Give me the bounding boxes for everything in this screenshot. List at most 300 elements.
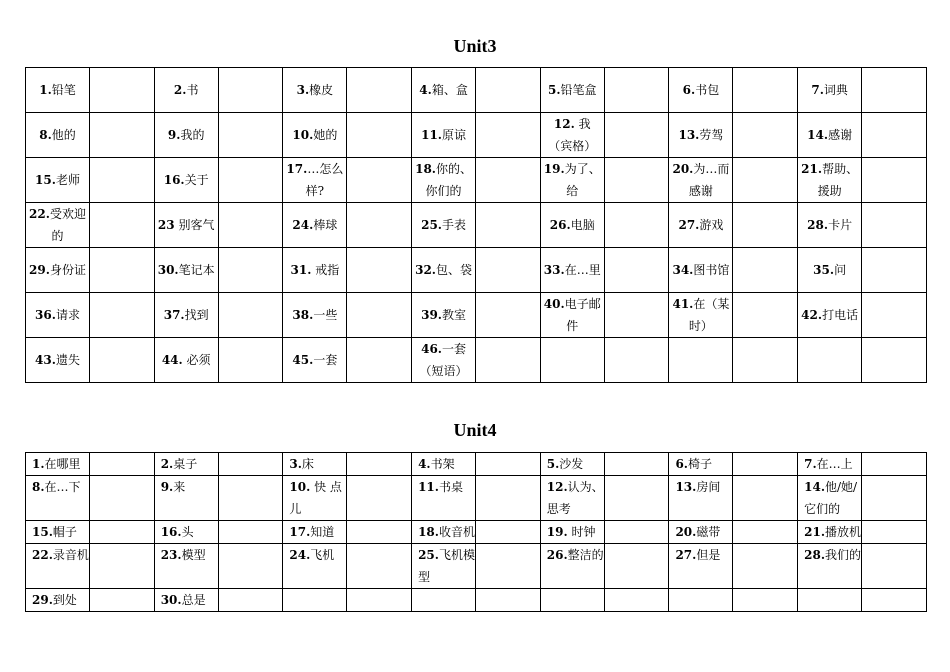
item-meaning: 来 (173, 480, 186, 494)
unit3-vocab-table (25, 67, 927, 383)
item-number: 29. (32, 593, 53, 607)
word-cell (540, 589, 604, 612)
item-number: 24. (292, 218, 314, 232)
table-row (26, 113, 927, 158)
word-cell (283, 589, 347, 612)
word-cell (412, 68, 476, 113)
answer-blank[interactable] (862, 68, 927, 113)
item-number: 2. (160, 457, 174, 471)
item-number: 22. (32, 548, 53, 562)
item-number: 20. (672, 162, 694, 176)
item-number: 19. (546, 525, 568, 539)
item-meaning: 在…里 (564, 263, 601, 277)
item-number: 3. (296, 83, 310, 97)
answer-blank[interactable] (90, 544, 155, 589)
item-meaning: 图书馆 (693, 263, 730, 277)
word-cell (26, 203, 90, 248)
item-meaning: 我的 (180, 128, 205, 142)
table-row (26, 248, 927, 293)
word-cell (540, 476, 604, 521)
word-cell (283, 453, 347, 476)
item-number: 38. (292, 308, 314, 322)
item-number: 8. (39, 128, 52, 142)
item-meaning: 收音机 (438, 525, 475, 539)
word-cell (412, 293, 476, 338)
answer-blank[interactable] (476, 68, 541, 113)
item-number: 14. (804, 480, 826, 494)
item-number: 9. (160, 480, 174, 494)
word-cell (154, 113, 218, 158)
item-meaning: 录音机 (52, 548, 89, 562)
item-number: 4. (418, 457, 431, 471)
answer-blank[interactable] (733, 248, 798, 293)
table-row (26, 68, 927, 113)
answer-blank[interactable] (862, 544, 927, 589)
item-meaning: 感谢 (828, 128, 853, 142)
word-cell (26, 521, 90, 544)
answer-blank[interactable] (218, 158, 283, 203)
answer-blank[interactable] (604, 158, 669, 203)
item-meaning: 头 (181, 525, 194, 539)
item-number: 35. (813, 263, 835, 277)
answer-blank[interactable] (90, 521, 155, 544)
table-row (26, 476, 927, 521)
item-meaning: 在哪里 (44, 457, 81, 471)
item-meaning: 他/她/它们的 (804, 480, 858, 516)
word-cell (669, 248, 733, 293)
item-meaning: 电子邮件 (564, 297, 601, 333)
word-cell (669, 203, 733, 248)
answer-blank[interactable] (862, 248, 927, 293)
word-cell (283, 68, 347, 113)
word-cell (26, 589, 90, 612)
word-cell (540, 338, 604, 383)
answer-blank[interactable] (862, 158, 927, 203)
word-cell (154, 68, 218, 113)
answer-blank[interactable] (733, 203, 798, 248)
word-cell (798, 338, 862, 383)
item-number: 15. (32, 525, 53, 539)
item-number: 24. (289, 548, 311, 562)
answer-blank[interactable] (604, 248, 669, 293)
answer-blank[interactable] (476, 476, 541, 521)
item-number: 26. (549, 218, 571, 232)
word-cell (154, 453, 218, 476)
item-number: 41. (672, 297, 694, 311)
item-number: 45. (292, 353, 314, 367)
answer-blank[interactable] (90, 589, 155, 612)
answer-blank[interactable] (604, 338, 669, 383)
item-meaning: 一套（短语） (419, 342, 468, 378)
word-cell (798, 544, 862, 589)
word-cell (154, 293, 218, 338)
answer-blank[interactable] (604, 589, 669, 612)
word-cell (412, 248, 476, 293)
answer-blank[interactable] (476, 338, 541, 383)
answer-blank[interactable] (218, 203, 283, 248)
word-cell (669, 521, 733, 544)
answer-blank[interactable] (347, 544, 412, 589)
word-cell (798, 293, 862, 338)
answer-blank[interactable] (218, 476, 283, 521)
item-meaning: 打电话 (822, 308, 859, 322)
item-number: 11. (421, 128, 442, 142)
word-cell (669, 338, 733, 383)
answer-blank[interactable] (218, 338, 283, 383)
item-number: 4. (419, 83, 432, 97)
word-cell (412, 113, 476, 158)
item-number: 27. (678, 218, 700, 232)
word-cell (283, 476, 347, 521)
word-cell (798, 248, 862, 293)
word-cell (283, 113, 347, 158)
item-meaning: 帽子 (52, 525, 77, 539)
word-cell (26, 453, 90, 476)
answer-blank[interactable] (604, 521, 669, 544)
answer-blank[interactable] (862, 589, 927, 612)
item-meaning: 我们的 (825, 548, 862, 562)
item-meaning: 棒球 (313, 218, 338, 232)
item-meaning: 游戏 (699, 218, 724, 232)
answer-blank[interactable] (604, 113, 669, 158)
answer-blank[interactable] (733, 338, 798, 383)
answer-blank[interactable] (862, 453, 927, 476)
word-cell (540, 544, 604, 589)
item-number: 8. (32, 480, 45, 494)
word-cell (283, 338, 347, 383)
answer-blank[interactable] (476, 158, 541, 203)
item-number: 13. (678, 128, 700, 142)
answer-blank[interactable] (90, 158, 155, 203)
item-meaning: 箱、盒 (431, 83, 468, 97)
item-meaning: 别客气 (174, 218, 215, 232)
word-cell (798, 203, 862, 248)
item-number: 29. (29, 263, 50, 277)
item-meaning: 受欢迎的 (49, 207, 86, 243)
item-meaning: 总是 (181, 593, 206, 607)
item-number: 42. (801, 308, 823, 322)
word-cell (669, 453, 733, 476)
item-number: 25. (421, 218, 442, 232)
word-cell (798, 453, 862, 476)
answer-blank[interactable] (862, 113, 927, 158)
item-meaning: 请求 (55, 308, 80, 322)
item-meaning: 飞机模型 (418, 548, 475, 584)
item-meaning: 戒指 (311, 263, 340, 277)
answer-blank[interactable] (347, 338, 412, 383)
word-cell (669, 589, 733, 612)
table-row (26, 544, 927, 589)
item-number: 21. (804, 525, 826, 539)
item-number: 6. (682, 83, 696, 97)
word-cell (669, 293, 733, 338)
answer-blank[interactable] (218, 589, 283, 612)
item-number: 16. (160, 525, 182, 539)
item-meaning: 原谅 (442, 128, 467, 142)
item-number: 26. (546, 548, 568, 562)
answer-blank[interactable] (90, 476, 155, 521)
item-meaning: 书架 (430, 457, 455, 471)
item-number: 18. (418, 525, 439, 539)
answer-blank[interactable] (218, 248, 283, 293)
item-number: 40. (543, 297, 565, 311)
word-cell (798, 476, 862, 521)
item-number: 9. (167, 128, 181, 142)
item-number: 23. (160, 548, 182, 562)
answer-blank[interactable] (604, 293, 669, 338)
word-cell (669, 68, 733, 113)
item-meaning: 在…上 (816, 457, 853, 471)
answer-blank[interactable] (476, 113, 541, 158)
answer-blank[interactable] (733, 521, 798, 544)
word-cell (798, 113, 862, 158)
word-cell (540, 158, 604, 203)
item-number: 30. (157, 263, 179, 277)
word-cell (412, 338, 476, 383)
word-cell (540, 521, 604, 544)
item-number: 19. (543, 162, 565, 176)
word-cell (540, 203, 604, 248)
item-number: 28. (804, 548, 826, 562)
answer-blank[interactable] (733, 158, 798, 203)
answer-blank[interactable] (90, 113, 155, 158)
item-meaning: 卡片 (828, 218, 853, 232)
answer-blank[interactable] (476, 248, 541, 293)
item-number: 21. (801, 162, 823, 176)
word-cell (283, 158, 347, 203)
item-meaning: 整洁的 (567, 548, 604, 562)
item-meaning: 书 (186, 83, 199, 97)
item-meaning: 词典 (823, 83, 848, 97)
item-number: 1. (32, 457, 45, 471)
item-meaning: 知道 (310, 525, 335, 539)
item-meaning: 手表 (442, 218, 467, 232)
word-cell (154, 589, 218, 612)
answer-blank[interactable] (862, 293, 927, 338)
answer-blank[interactable] (476, 293, 541, 338)
word-cell (669, 158, 733, 203)
table-row (26, 338, 927, 383)
item-meaning: 关于 (184, 173, 209, 187)
item-meaning: 她的 (313, 128, 338, 142)
item-number: 3. (289, 457, 302, 471)
answer-blank[interactable] (733, 293, 798, 338)
table-row (26, 453, 927, 476)
item-meaning: 劳驾 (699, 128, 724, 142)
word-cell (540, 293, 604, 338)
word-cell (283, 544, 347, 589)
word-cell (26, 544, 90, 589)
word-cell (412, 476, 476, 521)
answer-blank[interactable] (476, 521, 541, 544)
answer-blank[interactable] (862, 338, 927, 383)
item-number: 6. (675, 457, 688, 471)
unit4-title: Unit4 (453, 420, 497, 440)
word-cell (26, 476, 90, 521)
answer-blank[interactable] (347, 476, 412, 521)
word-cell (798, 68, 862, 113)
word-cell (540, 453, 604, 476)
word-cell (412, 453, 476, 476)
item-number: 34. (672, 263, 694, 277)
item-number: 43. (35, 353, 56, 367)
answer-blank[interactable] (347, 293, 412, 338)
item-number: 5. (546, 457, 560, 471)
item-meaning: 他的 (51, 128, 76, 142)
word-cell (154, 476, 218, 521)
item-meaning: 为了、给 (564, 162, 601, 198)
item-meaning: 一套 (313, 353, 338, 367)
word-cell (669, 476, 733, 521)
item-meaning: 问 (834, 263, 847, 277)
answer-blank[interactable] (347, 521, 412, 544)
word-cell (540, 68, 604, 113)
item-meaning: 书桌 (438, 480, 463, 494)
item-meaning: 电脑 (570, 218, 595, 232)
item-number: 5. (547, 83, 561, 97)
answer-blank[interactable] (604, 476, 669, 521)
word-cell (669, 113, 733, 158)
item-meaning: 笔记本 (178, 263, 215, 277)
answer-blank[interactable] (604, 453, 669, 476)
item-number: 11. (418, 480, 439, 494)
answer-blank[interactable] (476, 203, 541, 248)
answer-blank[interactable] (347, 158, 412, 203)
item-meaning: 遗失 (55, 353, 80, 367)
item-meaning: 模型 (181, 548, 206, 562)
item-meaning: 在（某时） (688, 297, 730, 333)
item-meaning: 必须 (182, 353, 211, 367)
item-meaning: 包、袋 (436, 263, 473, 277)
item-meaning: 你的、你们的 (425, 162, 473, 198)
word-cell (154, 521, 218, 544)
word-cell (26, 113, 90, 158)
word-cell (154, 248, 218, 293)
item-number: 44. (161, 353, 183, 367)
answer-blank[interactable] (218, 453, 283, 476)
word-cell (540, 113, 604, 158)
item-number: 23 (157, 218, 175, 232)
word-cell (798, 158, 862, 203)
answer-blank[interactable] (218, 521, 283, 544)
answer-blank[interactable] (604, 203, 669, 248)
answer-blank[interactable] (604, 544, 669, 589)
word-cell (412, 521, 476, 544)
item-number: 14. (807, 128, 829, 142)
item-meaning: 为…而感谢 (688, 162, 730, 198)
item-number: 36. (35, 308, 56, 322)
item-number: 28. (807, 218, 829, 232)
word-cell (26, 248, 90, 293)
answer-blank[interactable] (90, 68, 155, 113)
item-meaning: 认为、思考 (546, 480, 604, 516)
item-number: 10. (292, 128, 314, 142)
item-number: 20. (675, 525, 697, 539)
item-meaning: 时钟 (567, 525, 596, 539)
answer-blank[interactable] (604, 68, 669, 113)
item-number: 31. (290, 263, 312, 277)
answer-blank[interactable] (347, 68, 412, 113)
item-meaning: 床 (301, 457, 314, 471)
answer-blank[interactable] (476, 453, 541, 476)
item-meaning: 快 点儿 (289, 480, 342, 516)
answer-blank[interactable] (218, 293, 283, 338)
table-row (26, 521, 927, 544)
item-number: 27. (675, 548, 697, 562)
answer-blank[interactable] (733, 544, 798, 589)
item-number: 16. (163, 173, 185, 187)
word-cell (283, 203, 347, 248)
item-number: 10. (289, 480, 311, 494)
item-meaning: 铅笔 (51, 83, 76, 97)
item-meaning: 老师 (55, 173, 80, 187)
answer-blank[interactable] (347, 113, 412, 158)
answer-blank[interactable] (347, 203, 412, 248)
answer-blank[interactable] (90, 248, 155, 293)
answer-blank[interactable] (733, 68, 798, 113)
answer-blank[interactable] (476, 544, 541, 589)
answer-blank[interactable] (862, 203, 927, 248)
answer-blank[interactable] (347, 589, 412, 612)
answer-blank[interactable] (733, 589, 798, 612)
word-cell (283, 521, 347, 544)
answer-blank[interactable] (218, 68, 283, 113)
word-cell (412, 589, 476, 612)
answer-blank[interactable] (733, 453, 798, 476)
word-cell (412, 203, 476, 248)
word-cell (154, 544, 218, 589)
answer-blank[interactable] (733, 476, 798, 521)
word-cell (26, 158, 90, 203)
item-meaning: 教室 (442, 308, 467, 322)
item-meaning: 书包 (695, 83, 720, 97)
item-meaning: 找到 (184, 308, 209, 322)
answer-blank[interactable] (90, 453, 155, 476)
answer-blank[interactable] (862, 476, 927, 521)
item-number: 12. (553, 117, 575, 131)
item-number: 7. (811, 83, 824, 97)
unit3-title: Unit3 (453, 36, 497, 56)
answer-blank[interactable] (90, 203, 155, 248)
answer-blank[interactable] (347, 248, 412, 293)
answer-blank[interactable] (218, 113, 283, 158)
unit4-vocab-table (25, 452, 927, 612)
item-number: 1. (39, 83, 52, 97)
item-meaning: 在…下 (44, 480, 81, 494)
answer-blank[interactable] (862, 521, 927, 544)
word-cell (798, 521, 862, 544)
item-number: 33. (543, 263, 565, 277)
answer-blank[interactable] (347, 453, 412, 476)
answer-blank[interactable] (476, 589, 541, 612)
item-meaning: 我（宾格） (548, 117, 597, 153)
item-meaning: 橡皮 (309, 83, 334, 97)
answer-blank[interactable] (733, 113, 798, 158)
word-cell (154, 338, 218, 383)
item-number: 22. (29, 207, 50, 221)
item-meaning: 桌子 (173, 457, 198, 471)
answer-blank[interactable] (90, 338, 155, 383)
word-cell (283, 248, 347, 293)
answer-blank[interactable] (218, 544, 283, 589)
word-cell (669, 544, 733, 589)
table-row (26, 158, 927, 203)
answer-blank[interactable] (90, 293, 155, 338)
word-cell (154, 158, 218, 203)
item-meaning: 磁带 (696, 525, 721, 539)
item-meaning: …怎么样? (305, 162, 344, 198)
word-cell (26, 338, 90, 383)
